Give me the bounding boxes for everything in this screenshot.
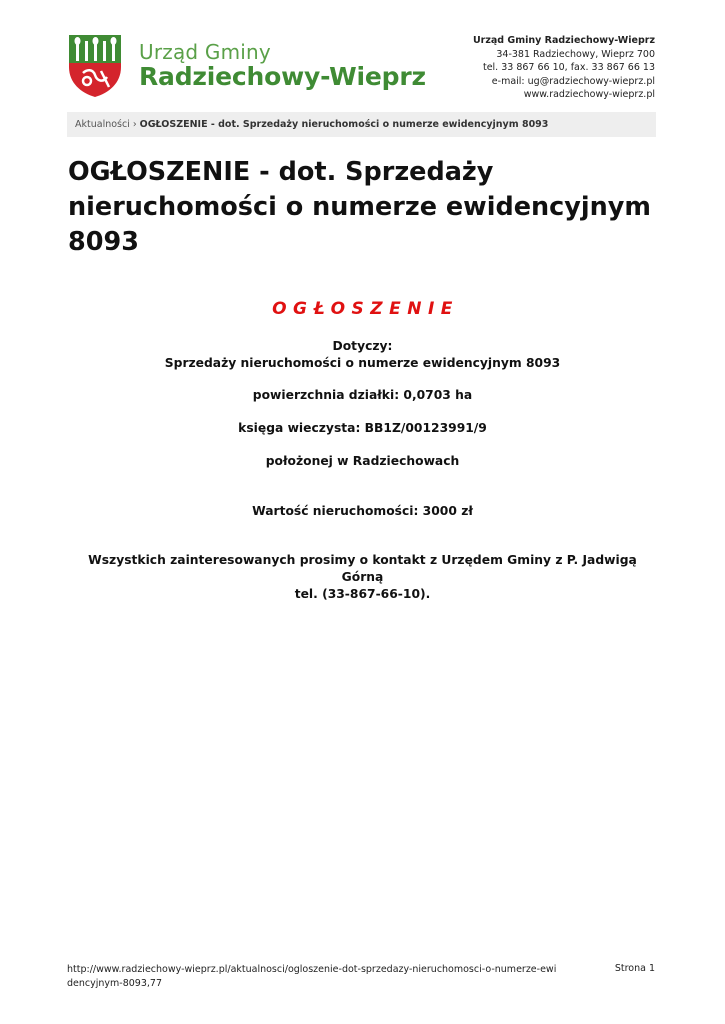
regarding-text: Sprzedaży nieruchomości o numerze ewidencyjnym 8093 [164,356,561,370]
location: położonej w Radziechowach [265,454,460,468]
breadcrumb [67,112,656,137]
page-header [0,0,725,110]
contact-address: 34-381 Radziechowy, Wieprz 700 [496,48,655,60]
brand-line-1: Urząd Gminy [139,40,271,64]
plot-area: powierzchnia działki: 0,0703 ha [252,388,473,402]
contact-line-1: Wszystkich zainteresowanych prosimy o kontakt z Urzędem Gminy z P. Jadwigą Górną [88,553,637,584]
breadcrumb-parent-link[interactable]: Aktualności [75,119,130,130]
footer-page-number: Strona 1 [614,963,655,974]
page-title: OGŁOSZENIE - dot. Sprzedaży nieruchomości o numerze ewidencyjnym 8093 [68,157,651,257]
contact-line-2: tel. (33-867-66-10). [294,587,431,601]
contact-website[interactable]: www.radziechowy-wieprz.pl [523,89,655,101]
regarding-label: Dotyczy: [332,339,393,353]
footer-url[interactable]: http://www.radziechowy-wieprz.pl/aktualnosci/ogloszenie-dot-sprzedazy-nieruchomosci-o-numerze-ewidencyjnym-8093,77 [67,964,557,989]
breadcrumb-current: OGŁOSZENIE - dot. Sprzedaży nieruchomości o numerze ewidencyjnym 8093 [139,119,549,130]
contact-email[interactable]: e-mail: ug@radziechowy-wieprz.pl [491,75,655,87]
breadcrumb-separator: › [132,119,137,130]
property-value: Wartość nieruchomości: 3000 zł [252,504,473,518]
announcement-body [67,292,658,603]
contact-phone: tel. 33 867 66 10, fax. 33 867 66 13 [482,62,655,74]
announcement-heading: OGŁOSZENIE [272,299,459,319]
coat-of-arms-logo[interactable] [67,33,123,99]
land-register: księga wieczysta: BB1Z/00123991/9 [238,421,487,435]
contact-block [473,34,655,102]
contact-org: Urząd Gminy Radziechowy-Wieprz [472,35,655,46]
brand-line-2: Radziechowy-Wieprz [139,62,426,91]
